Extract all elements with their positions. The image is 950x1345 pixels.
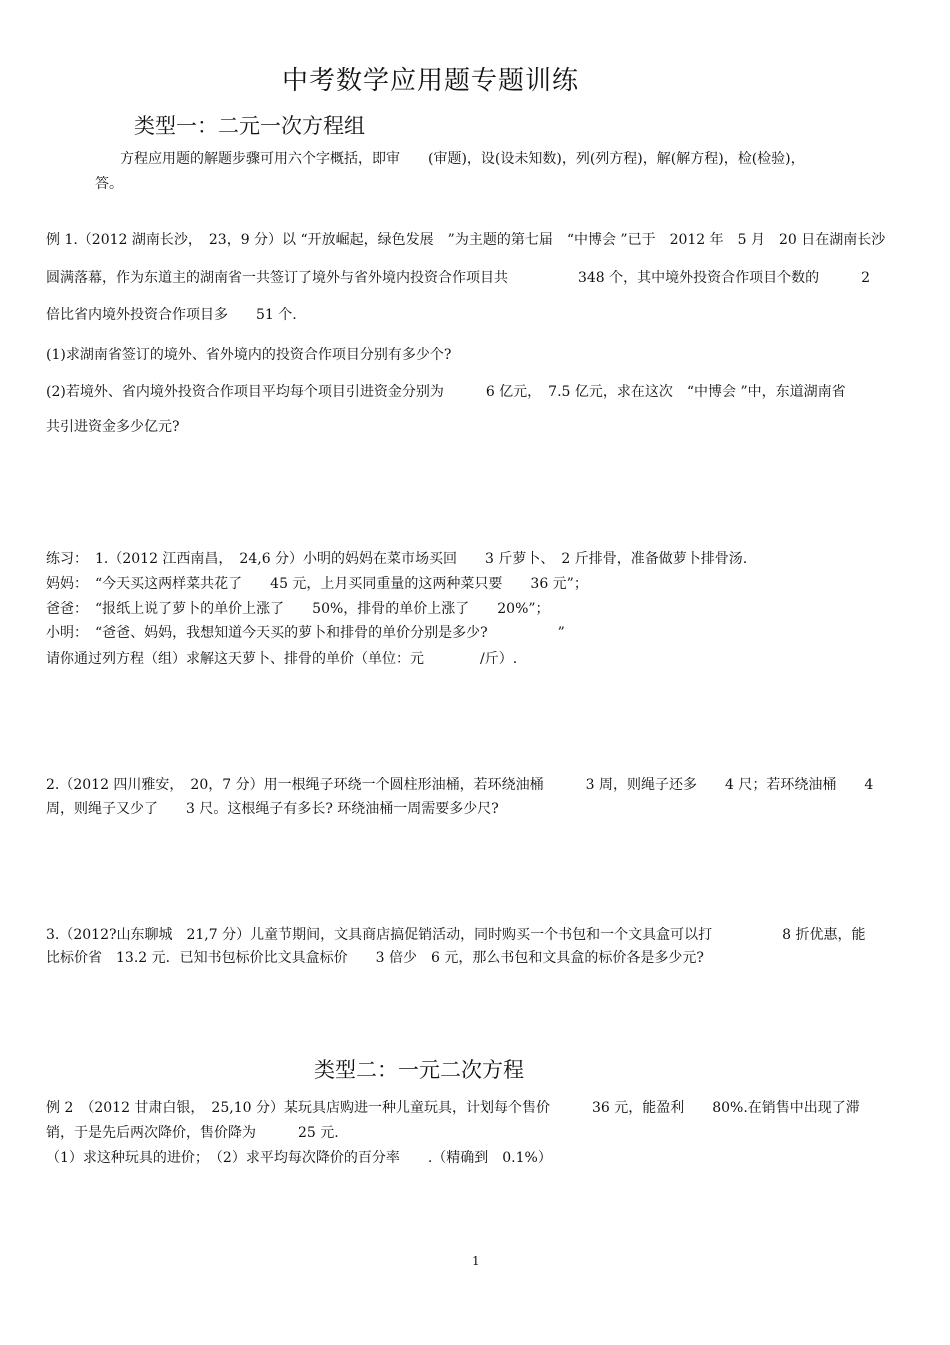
- example-2-line: 销，于是先后两次降价，售价降为 25 元.: [46, 1125, 339, 1141]
- practice-2-line: 2.（2012 四川雅安， 20，7 分）用一根绳子环绕一个圆柱形油桶，若环绕油桶 3 周，则绳子还多 4 尺；若环绕油桶 4: [46, 777, 874, 793]
- intro-line: 方程应用题的解题步骤可用六个字概括，即审 (审题)，设(设未知数)，列(列方程)，解(解方程)，检(检验)，: [120, 151, 805, 167]
- practice-3-line: 3.（2012?山东聊城 21,7 分）儿童节期间，文具商店搞促销活动，同时购买一个书包和一个文具盒可以打 8 折优惠，能: [46, 927, 866, 943]
- example-2-line: 例 2 （2012 甘肃白银， 25,10 分）某玩具店购进一种儿童玩具，计划每个售价 36 元，能盈利 80%.在销售中出现了滞: [46, 1100, 860, 1116]
- practice-1-line: 妈妈： “今天买这两样菜共花了 45 元，上月买同重量的这两种菜只要 36 元”；: [46, 576, 588, 592]
- practice-1-line: 爸爸： “报纸上说了萝卜的单价上涨了 50%，排骨的单价上涨了 20%”；: [46, 601, 550, 617]
- section-heading-type-two: 类型二：一元二次方程: [314, 1058, 524, 1082]
- example-1-question-2: 共引进资金多少亿元?: [46, 419, 180, 435]
- example-1-line: 圆满落幕，作为东道主的湖南省一共签订了境外与省外境内投资合作项目共 348 个，其中境外投资合作项目个数的 2: [46, 270, 871, 286]
- example-1-question-1: (1)求湖南省签订的境外、省外境内的投资合作项目分别有多少个?: [46, 347, 452, 363]
- practice-2-line: 周，则绳子又少了 3 尺。这根绳子有多长? 环绕油桶一周需要多少尺?: [46, 801, 499, 817]
- example-1-line: 例 1.（2012 湖南长沙， 23，9 分）以 “开放崛起，绿色发展 ”为主题的第七届 “中博会 ”已于 2012 年 5 月 20 日在湖南长沙: [46, 232, 886, 248]
- practice-1-line: 小明： “爸爸、妈妈，我想知道今天买的萝卜和排骨的单价分别是多少? ”: [46, 625, 565, 641]
- example-2-line: （1）求这种玩具的进价； （2）求平均每次降价的百分率 .（精确到 0.1%）: [46, 1150, 552, 1166]
- practice-1-line: 练习： 1.（2012 江西南昌， 24,6 分）小明的妈妈在菜市场买回 3 斤萝卜、 2 斤排骨，准备做萝卜排骨汤.: [46, 551, 748, 567]
- example-1-question-2: (2)若境外、省内境外投资合作项目平均每个项目引进资金分别为 6 亿元， 7.5 亿元，求在这次 “中博会 ”中，东道湖南省: [46, 384, 846, 400]
- practice-1-line: 请你通过列方程（组）求解这天萝卜、排骨的单价（单位：元 /斤）.: [46, 651, 518, 667]
- example-1-line: 倍比省内境外投资合作项目多 51 个.: [46, 307, 297, 323]
- section-heading-type-one: 类型一：二元一次方程组: [134, 114, 365, 138]
- practice-3-line: 比标价省 13.2 元．已知书包标价比文具盒标价 3 倍少 6 元，那么书包和文具盒的标价各是多少元?: [46, 950, 704, 966]
- intro-line: 答。: [95, 176, 123, 192]
- page-title: 中考数学应用题专题训练: [282, 66, 580, 96]
- page-number: 1: [472, 1254, 480, 1268]
